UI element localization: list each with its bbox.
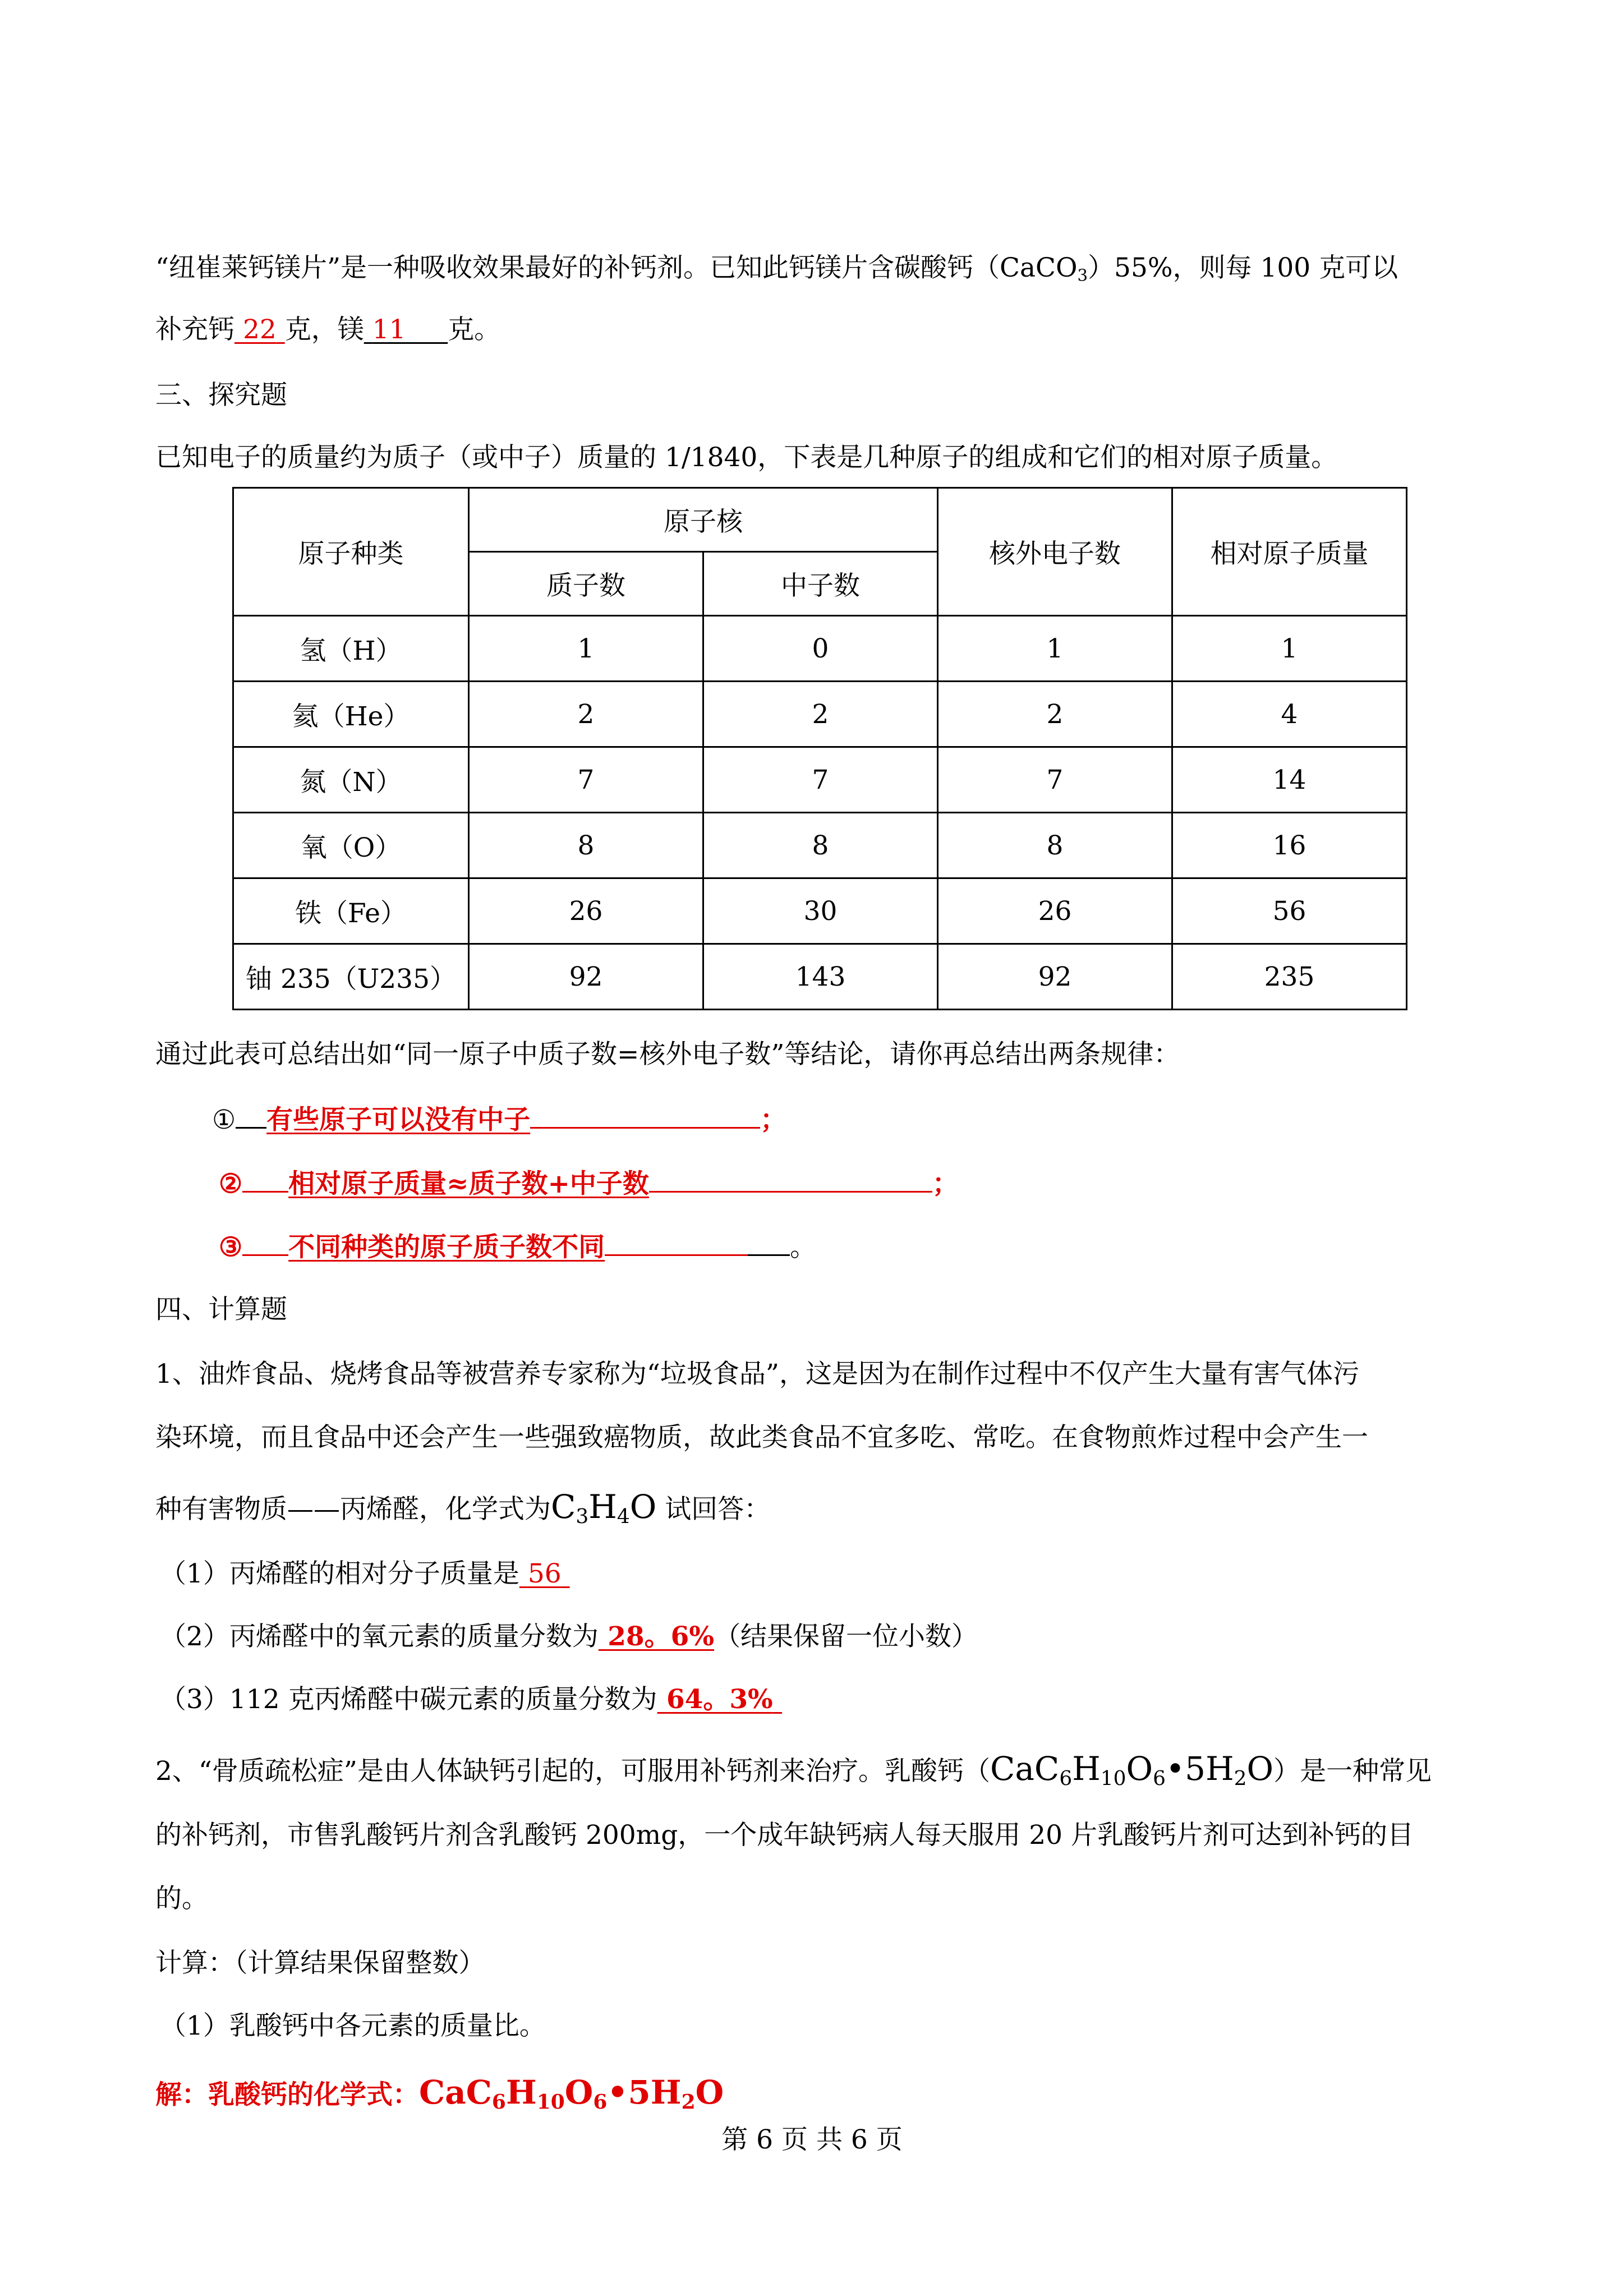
cell-protons: 7 bbox=[469, 747, 703, 813]
item-end: ； bbox=[760, 1105, 787, 1135]
q1-sub-3 bbox=[160, 1683, 782, 1717]
section-3-heading: 三、探究题 bbox=[155, 380, 287, 411]
cell-protons: 92 bbox=[469, 944, 703, 1010]
q1-text: 种有害物质——丙烯醛，化学式为 bbox=[155, 1494, 551, 1525]
q1-line-2: 染环境，而且食品中还会产生一些强致癌物质，故此类食品不宜多吃、常吃。在食物煎炸过程中会产生一 bbox=[155, 1422, 1368, 1453]
header-protons: 质子数 bbox=[469, 552, 703, 616]
intro-text: 克。 bbox=[448, 314, 501, 345]
cell-electrons: 1 bbox=[938, 616, 1172, 682]
answer-blank bbox=[605, 1228, 748, 1256]
q1-line-1: 1、油炸食品、烧烤食品等被营养专家称为“垃圾食品”，这是因为在制作过程中不仅产生大量有害气体污 bbox=[155, 1359, 1359, 1389]
cell-electrons: 26 bbox=[938, 878, 1172, 944]
q1-sub-text-tail: （结果保留一位小数） bbox=[714, 1621, 978, 1652]
page-footer: 第 6 页 共 6 页 bbox=[721, 2124, 903, 2155]
cell-neutrons: 30 bbox=[703, 878, 938, 944]
cell-mass: 1 bbox=[1172, 616, 1407, 682]
solution-label: 解：乳酸钙的化学式： bbox=[155, 2079, 419, 2110]
cell-species: 氦（He） bbox=[233, 682, 469, 747]
q2-line-1 bbox=[155, 1752, 1432, 1788]
answer-oxygen-fraction: 28。6% bbox=[608, 1621, 715, 1652]
conclusion-item-2 bbox=[219, 1165, 959, 1201]
q1-text: 试回答： bbox=[665, 1494, 771, 1525]
answer-1: 有些原子可以没有中子 bbox=[266, 1105, 531, 1135]
cell-electrons: 92 bbox=[938, 944, 1172, 1010]
header-nucleus: 原子核 bbox=[469, 488, 938, 552]
intro-line-1 bbox=[155, 251, 1398, 285]
item-number: ③ bbox=[219, 1232, 243, 1263]
cell-electrons: 2 bbox=[938, 682, 1172, 747]
table-row bbox=[233, 616, 1407, 682]
q1-sub-1 bbox=[160, 1557, 570, 1591]
answer-magnesium: 11 bbox=[372, 314, 406, 345]
answer-blank bbox=[242, 1228, 288, 1256]
header-electrons: 核外电子数 bbox=[938, 488, 1172, 616]
solution-line bbox=[155, 2073, 724, 2114]
intro-line-2 bbox=[155, 313, 500, 347]
q1-sub-text: （3）112 克丙烯醛中碳元素的质量分数为 bbox=[160, 1684, 657, 1715]
q1-line-3 bbox=[155, 1490, 770, 1526]
cell-protons: 8 bbox=[469, 813, 703, 878]
subscript: 3 bbox=[1077, 265, 1088, 285]
intro-text: 克，镁 bbox=[284, 314, 364, 345]
table-row bbox=[233, 682, 1407, 747]
cell-electrons: 7 bbox=[938, 747, 1172, 813]
intro-text-tail: ）55%，则每 100 克可以 bbox=[1088, 252, 1398, 283]
q2-text: 2、“骨质疏松症”是由人体缺钙引起的，可服用补钙剂来治疗。乳酸钙（ bbox=[155, 1756, 990, 1787]
answer-blank bbox=[530, 1101, 760, 1129]
cell-species: 氧（O） bbox=[233, 813, 469, 878]
cell-protons: 26 bbox=[469, 878, 703, 944]
table-row bbox=[233, 813, 1407, 878]
answer-calcium: 22 bbox=[242, 314, 277, 345]
q1-sub-text: （1）丙烯醛的相对分子质量是 bbox=[160, 1558, 519, 1589]
cell-species: 铀 235（U235） bbox=[233, 944, 469, 1010]
table-row bbox=[233, 747, 1407, 813]
cell-mass: 16 bbox=[1172, 813, 1407, 878]
answer-carbon-fraction: 64。3% bbox=[666, 1684, 773, 1715]
q2-line-2: 的补钙剂，市售乳酸钙片剂含乳酸钙 200mg，一个成年缺钙病人每天服用 20 片乳酸钙片剂可达到补钙的目 bbox=[155, 1820, 1414, 1851]
cell-mass: 56 bbox=[1172, 878, 1407, 944]
cell-mass: 14 bbox=[1172, 747, 1407, 813]
header-neutrons: 中子数 bbox=[703, 552, 938, 616]
answer-blank bbox=[242, 1165, 288, 1193]
formula-acrolein: $C_3H_4O$ bbox=[551, 1488, 657, 1528]
cell-electrons: 8 bbox=[938, 813, 1172, 878]
conclusion-lead: 通过此表可总结出如“同一原子中质子数=核外电子数”等结论，请你再总结出两条规律： bbox=[155, 1039, 1180, 1070]
cell-species: 铁（Fe） bbox=[233, 878, 469, 944]
cell-neutrons: 2 bbox=[703, 682, 938, 747]
item-number: ① bbox=[212, 1105, 236, 1135]
q1-sub-2 bbox=[160, 1620, 978, 1654]
conclusion-item-3 bbox=[219, 1228, 816, 1264]
formula-calcium-lactate: $CaC_6H_{10}O_6•5H_2O$ bbox=[990, 1750, 1274, 1790]
calc-sub-1: （1）乳酸钙中各元素的质量比。 bbox=[160, 2010, 546, 2041]
answer-blank bbox=[649, 1165, 932, 1193]
answer-3: 不同种类的原子质子数不同 bbox=[288, 1232, 605, 1263]
atom-composition-table bbox=[232, 487, 1407, 1010]
item-end: ； bbox=[932, 1168, 959, 1199]
intro-text: 补充钙 bbox=[155, 314, 234, 345]
cell-neutrons: 7 bbox=[703, 747, 938, 813]
conclusion-item-1 bbox=[212, 1101, 786, 1137]
cell-neutrons: 0 bbox=[703, 616, 938, 682]
q2-line-3: 的。 bbox=[155, 1883, 208, 1914]
cell-species: 氢（H） bbox=[233, 616, 469, 682]
table-row bbox=[233, 878, 1407, 944]
cell-mass: 235 bbox=[1172, 944, 1407, 1010]
header-species: 原子种类 bbox=[233, 488, 469, 616]
q2-text: ）是一种常见 bbox=[1273, 1756, 1432, 1787]
solution-formula: $CaC_6H_{10}O_6•5H_2O$ bbox=[419, 2073, 724, 2114]
calc-heading: 计算：（计算结果保留整数） bbox=[155, 1948, 485, 1978]
cell-protons: 2 bbox=[469, 682, 703, 747]
section-3-description: 已知电子的质量约为质子（或中子）质量的 1/1840，下表是几种原子的组成和它们的相对原子质量。 bbox=[155, 442, 1338, 473]
cell-neutrons: 8 bbox=[703, 813, 938, 878]
cell-neutrons: 143 bbox=[703, 944, 938, 1010]
table-row bbox=[233, 944, 1407, 1010]
intro-text: “纽崔莱钙镁片”是一种吸收效果最好的补钙剂。已知此钙镁片含碳酸钙（CaCO bbox=[155, 252, 1078, 283]
item-end: 。 bbox=[790, 1232, 817, 1263]
cell-protons: 1 bbox=[469, 616, 703, 682]
section-4-heading: 四、计算题 bbox=[155, 1294, 287, 1325]
answer-blank bbox=[236, 1101, 266, 1129]
answer-blank bbox=[748, 1228, 790, 1256]
answer-2: 相对原子质量≈质子数+中子数 bbox=[288, 1168, 649, 1199]
cell-mass: 4 bbox=[1172, 682, 1407, 747]
header-relative-mass: 相对原子质量 bbox=[1172, 488, 1407, 616]
item-number: ② bbox=[219, 1168, 243, 1199]
cell-species: 氮（N） bbox=[233, 747, 469, 813]
q1-sub-text: （2）丙烯醛中的氧元素的质量分数为 bbox=[160, 1621, 599, 1652]
answer-molar-mass: 56 bbox=[527, 1558, 562, 1589]
